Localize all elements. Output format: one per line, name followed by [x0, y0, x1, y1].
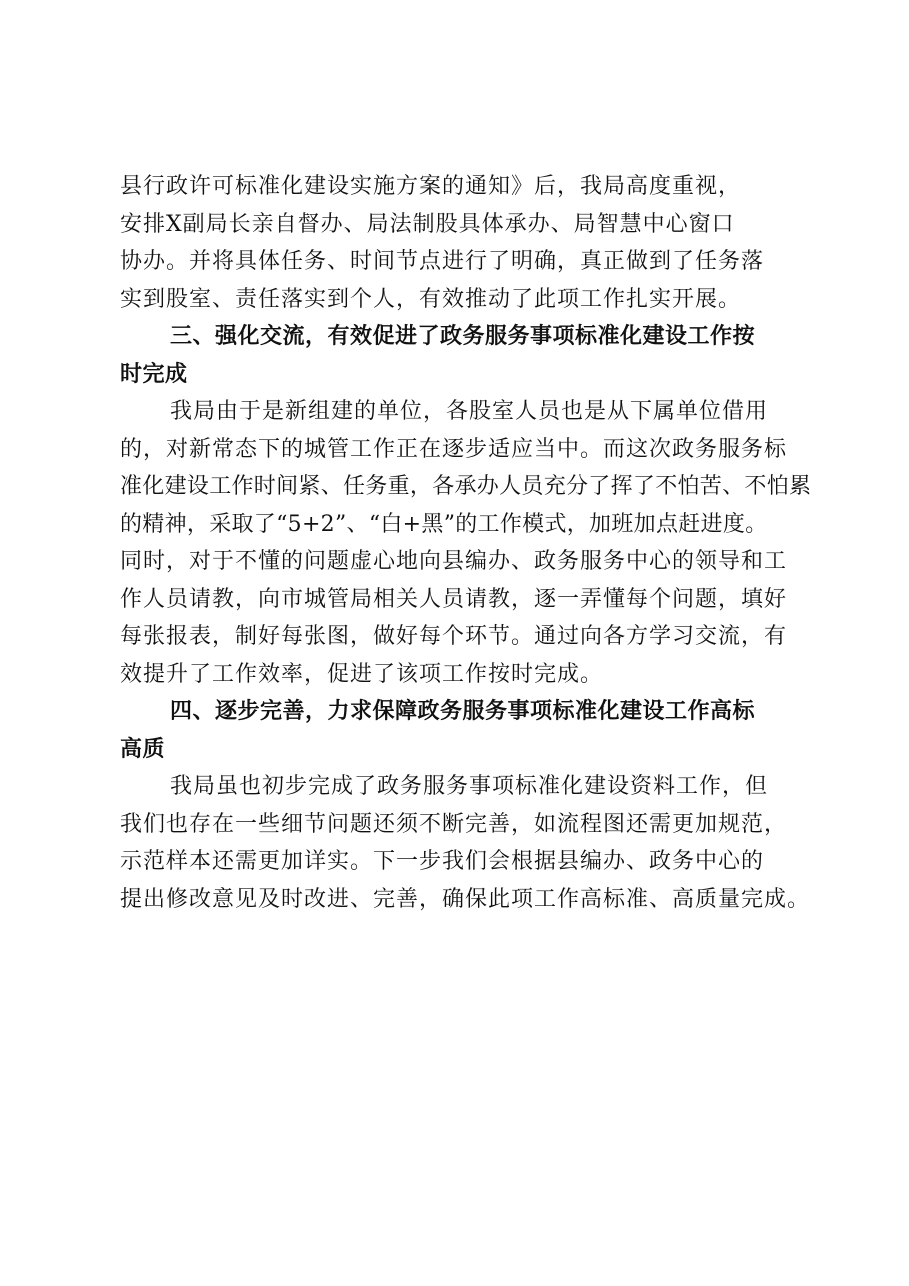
- paragraph-implementation: [120, 168, 810, 318]
- paragraph-line: 作人员请教，向市城管局相关人员请教，逐一弄懂每个问题，填好: [120, 586, 788, 612]
- paragraph-line: 我局虽也初步完成了政务服务事项标准化建设资料工作，但: [170, 774, 769, 799]
- paragraph-line: 提出修改意见及时改进、完善，确保此项工作高标准、高质量完成。: [120, 886, 811, 912]
- paragraph-line: 准化建设工作时间紧、任务重，各承办人员充分了挥了不怕苦、不怕累: [120, 474, 812, 499]
- paragraph-line: 安排X副局长亲自督办、局法制股具体承办、局智慧中心窗口: [120, 211, 735, 237]
- paragraph-line: 的，对新常态下的城管工作正在逐步适应当中。而这次政务服务标: [120, 436, 788, 462]
- paragraph-line: 示范样本还需更加详实。下一步我们会根据县编办、政务中心的: [120, 849, 765, 874]
- paragraph-improvement: [120, 768, 810, 918]
- paragraph-line: 同时，对于不懂的问题虚心地向县编办、政务服务中心的领导和工: [120, 549, 788, 574]
- paragraph-line: 的精神，采取了“5+2”、“白+黑”的工作模式，加班加点赶进度。: [120, 511, 768, 537]
- paragraph-line: 我局由于是新组建的单位，各股室人员也是从下属单位借用: [170, 399, 769, 424]
- heading-line: 时完成: [120, 361, 188, 387]
- section-heading-4: [120, 693, 810, 768]
- document-body: [120, 168, 810, 918]
- heading-line: 四、逐步完善，力求保障政务服务事项标准化建设工作高标: [170, 699, 756, 724]
- heading-line: 三、强化交流，有效促进了政务服务事项标准化建设工作按: [170, 324, 756, 349]
- paragraph-line: 每张报表，制好每张图，做好每个环节。通过向各方学习交流，有: [120, 624, 788, 649]
- paragraph-line: 协办。并将具体任务、时间节点进行了明确，真正做到了任务落: [120, 249, 765, 274]
- paragraph-line: 县行政许可标准化建设实施方案的通知》后，我局高度重视，: [120, 174, 742, 199]
- paragraph-line: 实到股室、责任落实到个人，有效推动了此项工作扎实开展。: [120, 286, 742, 312]
- heading-line: 高质: [120, 736, 166, 762]
- paragraph-communication: [120, 393, 810, 693]
- paragraph-line: 我们也存在一些细节问题还须不断完善，如流程图还需更加规范，: [120, 811, 788, 837]
- section-heading-3: [120, 318, 810, 393]
- paragraph-line: 效提升了工作效率，促进了该项工作按时完成。: [120, 661, 604, 687]
